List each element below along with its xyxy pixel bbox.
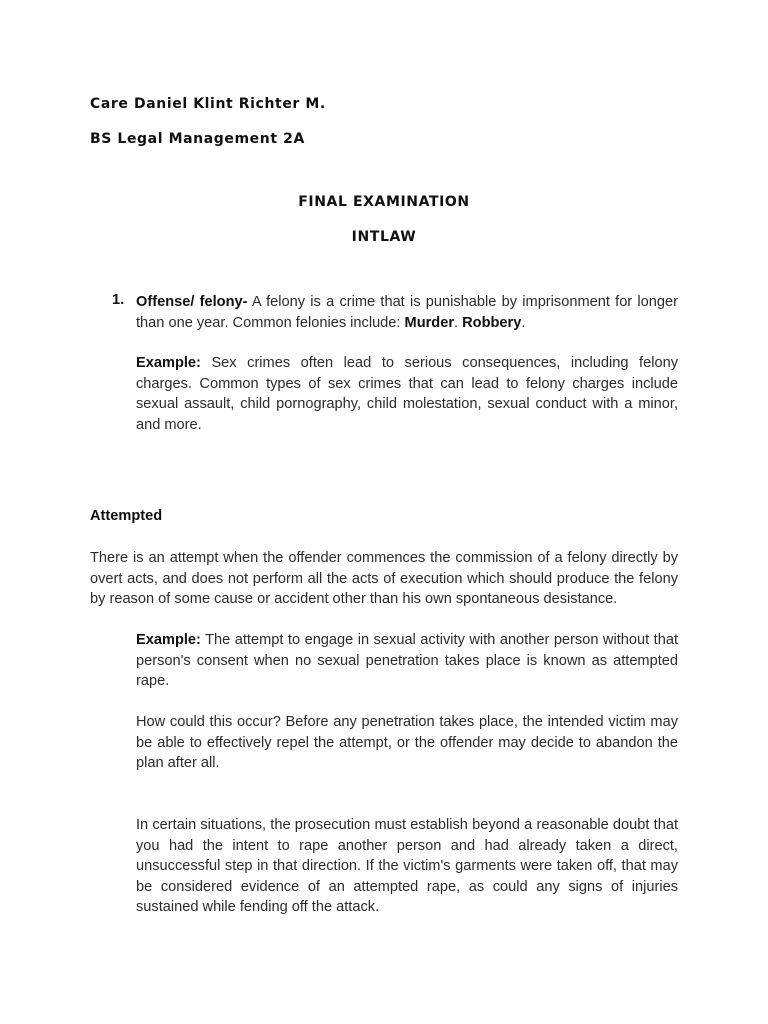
attempted-definition: There is an attempt when the offender commences the commission of a felony directly by overt acts, and does not perform all the acts of execution which should produce the felony by reason of some cause or accident other than his own spontaneous desistance. bbox=[90, 550, 678, 608]
item-definition bbox=[136, 292, 678, 333]
attempted-paragraph-2: How could this occur? Before any penetration takes place, the intended victim may be able to effectively repel the attempt, or the offender may decide to abandon the plan after all. bbox=[136, 714, 678, 772]
item-example bbox=[136, 353, 678, 435]
separator: . bbox=[454, 314, 463, 331]
sentence-end: . bbox=[521, 314, 526, 331]
attempted-heading: Attempted bbox=[90, 508, 163, 524]
item-number: 1. bbox=[112, 292, 125, 308]
example-label: Example: bbox=[136, 355, 201, 371]
attempted-paragraph-3: In certain situations, the prosecution must establish beyond a reasonable doubt that you had the intent to rape another person and had already taken a direct, unsuccessful step in that direction. If the victim's garments were taken off, that may be considered evidence of an attempted rape, as could any signs of injuries sustained while fending off the attack. bbox=[136, 817, 678, 916]
felony-murder: Murder bbox=[404, 314, 454, 331]
example-text: The attempt to engage in sexual activity with another person without that person's consent when no sexual penetration takes place is known as attempted rape. bbox=[136, 632, 678, 690]
exam-title: FINAL EXAMINATION bbox=[298, 194, 470, 210]
example-text: Sex crimes often lead to serious consequences, including felony charges. Common types of sex crimes that can lead to felony charges include sexual assault, child pornography, child molestation, sexual conduct with a minor, and more. bbox=[136, 355, 678, 433]
term-label: Offense/ felony- bbox=[136, 294, 248, 310]
example-label: Example: bbox=[136, 632, 201, 648]
subject-title: INTLAW bbox=[351, 229, 417, 245]
felony-robbery: Robbery bbox=[462, 314, 522, 331]
attempted-example bbox=[136, 630, 678, 692]
term-definition: A felony is a crime that is punishable by imprisonment for longer than one year. Common felonies include: bbox=[136, 294, 678, 331]
student-name: Care Daniel Klint Richter M. bbox=[90, 96, 326, 112]
course-section: BS Legal Management 2A bbox=[90, 131, 305, 147]
